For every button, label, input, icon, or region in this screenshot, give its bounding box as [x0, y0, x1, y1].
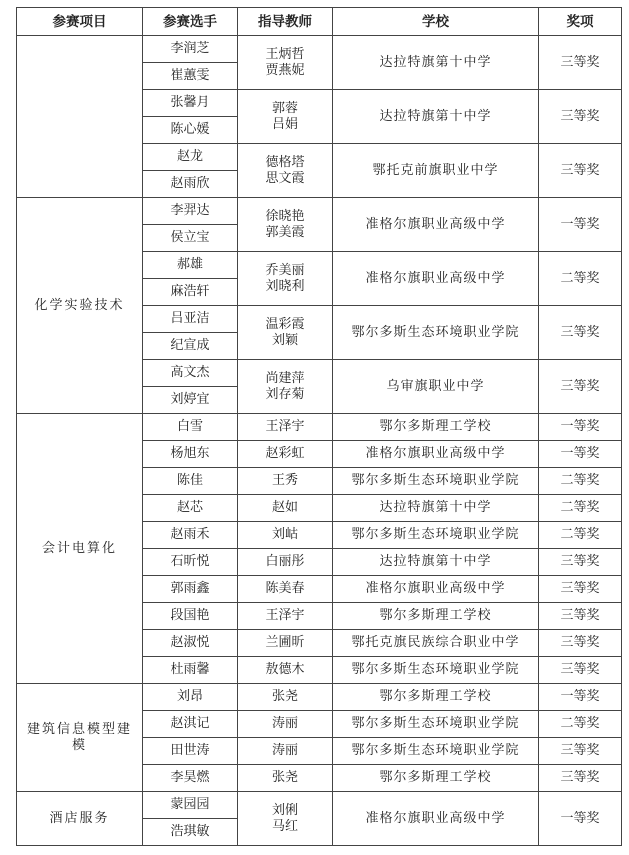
teacher-cell — [238, 522, 333, 549]
teacher-name: 敖德木 — [265, 662, 305, 677]
teacher-name: 思文霞 — [265, 170, 305, 186]
award-cell: 一等奖 — [539, 198, 622, 252]
player-cell: 高文杰 — [143, 360, 238, 387]
school-cell: 鄂尔多斯理工学校 — [333, 765, 539, 792]
player-cell: 李羿达 — [143, 198, 238, 225]
teacher-cell — [238, 90, 333, 144]
teacher-name: 张尧 — [271, 770, 298, 785]
table-row — [17, 684, 622, 711]
header-teacher: 指导教师 — [238, 8, 333, 36]
teacher-name: 王泽宇 — [265, 419, 305, 434]
player-cell: 赵淑悦 — [143, 630, 238, 657]
school-cell: 准格尔旗职业高级中学 — [333, 792, 539, 846]
teacher-cell — [238, 684, 333, 711]
teacher-name: 尚建萍 — [265, 370, 305, 386]
player-cell: 刘昂 — [143, 684, 238, 711]
header-school: 学校 — [333, 8, 539, 36]
player-cell: 张馨月 — [143, 90, 238, 117]
award-cell: 一等奖 — [539, 792, 622, 846]
teacher-cell — [238, 198, 333, 252]
award-cell: 三等奖 — [539, 603, 622, 630]
school-cell: 达拉特旗第十中学 — [333, 90, 539, 144]
player-cell: 侯立宝 — [143, 225, 238, 252]
player-cell: 赵雨禾 — [143, 522, 238, 549]
school-cell: 鄂尔多斯理工学校 — [333, 603, 539, 630]
project-cell: 建筑信息模型建模 — [17, 684, 143, 792]
school-cell: 鄂尔多斯生态环境职业学院 — [333, 711, 539, 738]
award-cell: 三等奖 — [539, 630, 622, 657]
school-cell: 准格尔旗职业高级中学 — [333, 198, 539, 252]
school-cell: 鄂尔多斯生态环境职业学院 — [333, 657, 539, 684]
teacher-cell — [238, 765, 333, 792]
school-cell: 鄂尔多斯理工学校 — [333, 414, 539, 441]
award-cell: 三等奖 — [539, 738, 622, 765]
teacher-name: 马红 — [271, 818, 298, 834]
teacher-cell — [238, 36, 333, 90]
player-cell: 麻浩轩 — [143, 279, 238, 306]
table-row — [17, 198, 622, 225]
header-row — [17, 8, 622, 36]
teacher-name: 王秀 — [271, 473, 298, 488]
award-cell: 三等奖 — [539, 549, 622, 576]
player-cell: 浩琪敏 — [143, 819, 238, 846]
teacher-name: 张尧 — [271, 689, 298, 704]
player-cell: 崔蕙雯 — [143, 63, 238, 90]
player-cell: 段国艳 — [143, 603, 238, 630]
player-cell: 赵龙 — [143, 144, 238, 171]
school-cell: 准格尔旗职业高级中学 — [333, 576, 539, 603]
teacher-name: 刘俐 — [271, 802, 298, 818]
school-cell: 准格尔旗职业高级中学 — [333, 252, 539, 306]
teacher-cell — [238, 144, 333, 198]
school-cell: 达拉特旗第十中学 — [333, 549, 539, 576]
award-cell: 二等奖 — [539, 495, 622, 522]
player-cell: 郭雨鑫 — [143, 576, 238, 603]
teacher-cell — [238, 792, 333, 846]
teacher-cell — [238, 468, 333, 495]
teacher-name: 吕娟 — [271, 116, 298, 132]
award-cell: 三等奖 — [539, 90, 622, 144]
award-cell: 二等奖 — [539, 468, 622, 495]
school-cell: 鄂尔多斯理工学校 — [333, 684, 539, 711]
teacher-name: 徐晓艳 — [265, 208, 305, 224]
teacher-name: 王炳哲 — [265, 46, 305, 62]
teacher-name: 德格塔 — [265, 154, 305, 170]
teacher-name: 赵如 — [271, 500, 298, 515]
school-cell: 准格尔旗职业高级中学 — [333, 441, 539, 468]
player-cell: 李润芝 — [143, 36, 238, 63]
school-cell: 乌审旗职业中学 — [333, 360, 539, 414]
teacher-name: 涛丽 — [271, 743, 298, 758]
award-cell: 三等奖 — [539, 360, 622, 414]
teacher-name: 王泽宇 — [265, 608, 305, 623]
teacher-cell — [238, 414, 333, 441]
player-cell: 白雪 — [143, 414, 238, 441]
project-cell: 酒店服务 — [17, 792, 143, 846]
header-player: 参赛选手 — [143, 8, 238, 36]
school-cell: 鄂尔多斯生态环境职业学院 — [333, 738, 539, 765]
player-cell: 赵芯 — [143, 495, 238, 522]
award-cell: 一等奖 — [539, 684, 622, 711]
award-cell: 一等奖 — [539, 441, 622, 468]
project-cell — [17, 36, 143, 198]
awards-table — [16, 7, 622, 846]
teacher-name: 刘晓利 — [265, 278, 305, 294]
player-cell: 赵淇记 — [143, 711, 238, 738]
project-cell: 会计电算化 — [17, 414, 143, 684]
school-cell: 鄂尔多斯生态环境职业学院 — [333, 306, 539, 360]
school-cell: 鄂托克旗民族综合职业中学 — [333, 630, 539, 657]
teacher-name: 涛丽 — [271, 716, 298, 731]
player-cell: 陈佳 — [143, 468, 238, 495]
project-cell: 化学实验技术 — [17, 198, 143, 414]
table-row — [17, 36, 622, 63]
table-row — [17, 414, 622, 441]
player-cell: 石昕悦 — [143, 549, 238, 576]
teacher-cell — [238, 657, 333, 684]
teacher-name: 郭蓉 — [271, 100, 298, 116]
award-cell: 一等奖 — [539, 414, 622, 441]
player-cell: 李昊燃 — [143, 765, 238, 792]
player-cell: 陈心媛 — [143, 117, 238, 144]
teacher-name: 刘岵 — [271, 527, 298, 542]
teacher-cell — [238, 495, 333, 522]
teacher-name: 白丽彤 — [265, 554, 305, 569]
header-award: 奖项 — [539, 8, 622, 36]
teacher-cell — [238, 441, 333, 468]
teacher-cell — [238, 630, 333, 657]
school-cell: 鄂尔多斯生态环境职业学院 — [333, 522, 539, 549]
player-cell: 田世涛 — [143, 738, 238, 765]
table-body — [17, 36, 622, 846]
teacher-name: 郭美霞 — [265, 224, 305, 240]
school-cell: 鄂托克前旗职业中学 — [333, 144, 539, 198]
teacher-name: 贾燕妮 — [265, 62, 305, 78]
teacher-cell — [238, 738, 333, 765]
player-cell: 蒙园园 — [143, 792, 238, 819]
teacher-name: 赵彩虹 — [265, 446, 305, 461]
award-cell: 二等奖 — [539, 711, 622, 738]
player-cell: 纪宣成 — [143, 333, 238, 360]
school-cell: 达拉特旗第十中学 — [333, 36, 539, 90]
teacher-cell — [238, 711, 333, 738]
teacher-cell — [238, 549, 333, 576]
award-cell: 二等奖 — [539, 252, 622, 306]
award-cell: 二等奖 — [539, 522, 622, 549]
table-row — [17, 792, 622, 819]
award-cell: 三等奖 — [539, 144, 622, 198]
teacher-cell — [238, 252, 333, 306]
award-cell: 三等奖 — [539, 576, 622, 603]
teacher-name: 陈美春 — [265, 581, 305, 596]
player-cell: 刘婷宜 — [143, 387, 238, 414]
award-cell: 三等奖 — [539, 36, 622, 90]
school-cell: 达拉特旗第十中学 — [333, 495, 539, 522]
teacher-cell — [238, 576, 333, 603]
school-cell: 鄂尔多斯生态环境职业学院 — [333, 468, 539, 495]
teacher-cell — [238, 360, 333, 414]
teacher-name: 乔美丽 — [265, 262, 305, 278]
player-cell: 吕亚洁 — [143, 306, 238, 333]
header-project: 参赛项目 — [17, 8, 143, 36]
player-cell: 郝雄 — [143, 252, 238, 279]
player-cell: 杜雨馨 — [143, 657, 238, 684]
award-cell: 三等奖 — [539, 765, 622, 792]
award-cell: 三等奖 — [539, 306, 622, 360]
player-cell: 杨旭东 — [143, 441, 238, 468]
teacher-name: 刘颖 — [271, 332, 298, 348]
award-cell: 三等奖 — [539, 657, 622, 684]
teacher-cell — [238, 306, 333, 360]
teacher-cell — [238, 603, 333, 630]
teacher-name: 温彩霞 — [265, 316, 305, 332]
teacher-name: 刘存菊 — [265, 386, 305, 402]
player-cell: 赵雨欣 — [143, 171, 238, 198]
teacher-name: 兰圃昕 — [265, 635, 305, 650]
